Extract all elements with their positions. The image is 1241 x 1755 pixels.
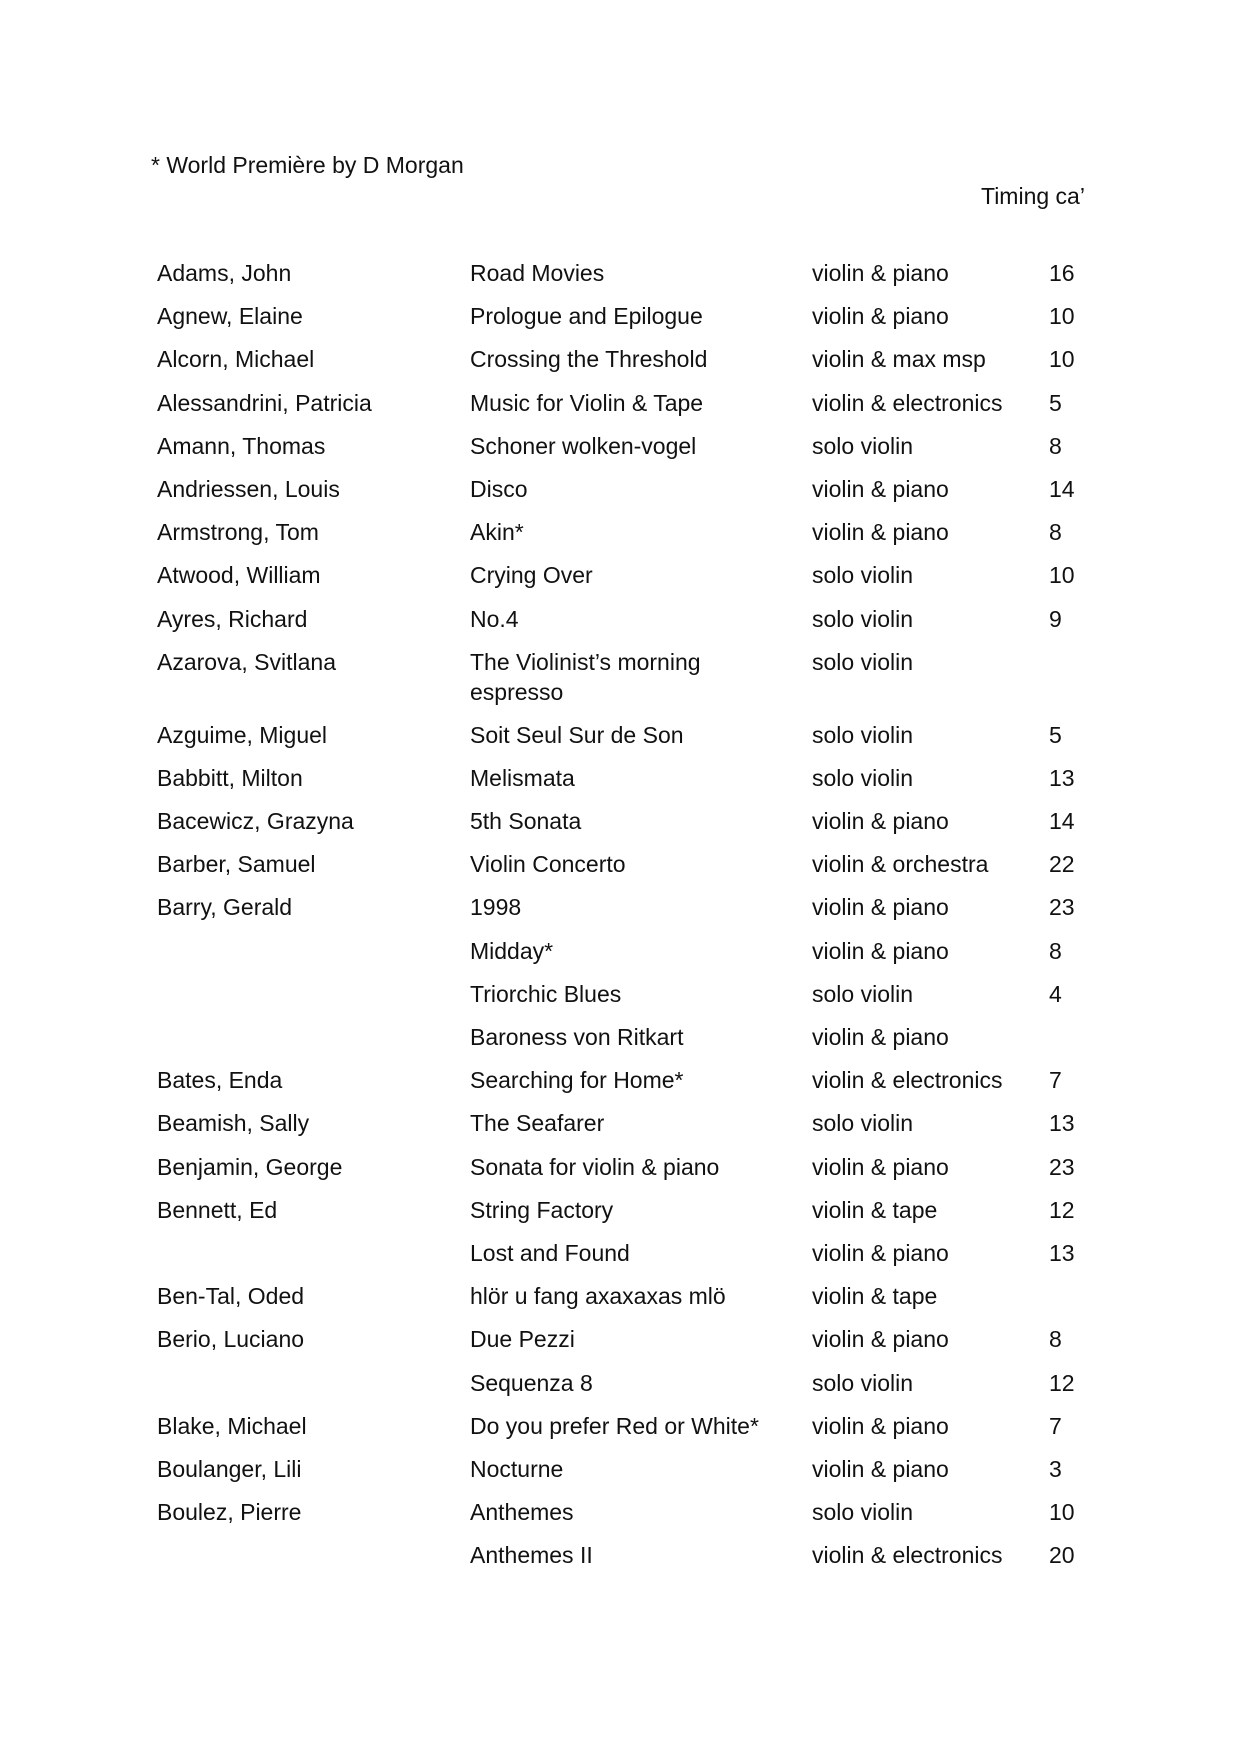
timing-cell: 8 <box>1049 1326 1062 1353</box>
timing-cell: 4 <box>1049 980 1062 1007</box>
title-cell: The Seafarer <box>470 1110 605 1137</box>
repertoire-row <box>0 1238 1241 1281</box>
title-cell: Disco <box>470 475 528 502</box>
instrumentation-cell: violin & piano <box>812 1239 949 1266</box>
title-cell: Crossing the Threshold <box>470 346 708 373</box>
composer-cell: Azarova, Svitlana <box>157 648 336 675</box>
composer-cell: Bates, Enda <box>157 1067 283 1094</box>
timing-cell: 9 <box>1049 605 1062 632</box>
title-cell: Soit Seul Sur de Son <box>470 721 684 748</box>
composer-cell: Ben-Tal, Oded <box>157 1283 305 1310</box>
world-premiere-note: * World Première by D Morgan <box>151 152 464 178</box>
timing-cell: 10 <box>1049 1499 1075 1526</box>
timing-cell: 10 <box>1049 303 1075 330</box>
timing-cell: 5 <box>1049 721 1062 748</box>
composer-cell: Andriessen, Louis <box>157 475 340 502</box>
timing-cell: 12 <box>1049 1196 1075 1223</box>
repertoire-row <box>0 1324 1241 1367</box>
title-cell: The Violinist’s morning espresso <box>470 648 701 705</box>
repertoire-row <box>0 1108 1241 1151</box>
repertoire-row <box>0 388 1241 431</box>
timing-cell: 14 <box>1049 808 1075 835</box>
composer-cell: Azguime, Miguel <box>157 721 328 748</box>
repertoire-row <box>0 604 1241 647</box>
repertoire-row <box>0 1454 1241 1497</box>
instrumentation-cell: solo violin <box>812 605 913 632</box>
instrumentation-cell: violin & electronics <box>812 1067 1003 1094</box>
instrumentation-cell: violin & piano <box>812 894 949 921</box>
timing-cell: 13 <box>1049 1110 1075 1137</box>
title-cell: Do you prefer Red or White* <box>470 1412 759 1439</box>
title-cell: Baroness von Ritkart <box>470 1024 684 1050</box>
title-cell: Triorchic Blues <box>470 980 622 1007</box>
instrumentation-cell: solo violin <box>812 1499 913 1526</box>
composer-cell: Babbitt, Milton <box>157 764 303 791</box>
repertoire-row <box>0 936 1241 979</box>
repertoire-row <box>0 979 1241 1022</box>
instrumentation-cell: solo violin <box>812 1369 913 1396</box>
title-cell: Melismata <box>470 764 575 791</box>
instrumentation-cell: solo violin <box>812 764 913 791</box>
instrumentation-cell: violin & piano <box>812 808 949 835</box>
timing-cell: 22 <box>1049 851 1075 878</box>
repertoire-row <box>0 1281 1241 1324</box>
title-cell: hlör u fang axaxaxas mlö <box>470 1283 726 1310</box>
composer-cell: Boulanger, Lili <box>157 1455 302 1482</box>
composer-cell: Barry, Gerald <box>157 894 293 921</box>
repertoire-row <box>0 720 1241 763</box>
repertoire-row <box>0 647 1241 720</box>
instrumentation-cell: solo violin <box>812 1110 913 1137</box>
composer-cell: Berio, Luciano <box>157 1326 305 1353</box>
instrumentation-cell: solo violin <box>812 432 913 459</box>
instrumentation-cell: violin & piano <box>812 303 949 330</box>
instrumentation-cell: violin & piano <box>812 1455 949 1482</box>
title-cell: Sonata for violin & piano <box>470 1153 720 1180</box>
instrumentation-cell: violin & electronics <box>812 1542 1003 1569</box>
instrumentation-cell: violin & piano <box>812 1024 949 1050</box>
repertoire-row <box>0 763 1241 806</box>
timing-cell: 13 <box>1049 764 1075 791</box>
title-cell: String Factory <box>470 1196 614 1223</box>
title-cell: Crying Over <box>470 562 593 589</box>
title-cell: No.4 <box>470 605 519 632</box>
title-cell: Prologue and Epilogue <box>470 303 703 330</box>
instrumentation-cell: violin & orchestra <box>812 851 989 878</box>
timing-cell: 8 <box>1049 519 1062 546</box>
composer-cell: Agnew, Elaine <box>157 303 303 330</box>
timing-cell: 16 <box>1049 260 1075 286</box>
timing-cell: 23 <box>1049 1153 1075 1180</box>
instrumentation-cell: violin & electronics <box>812 389 1003 416</box>
repertoire-row <box>0 1195 1241 1238</box>
composer-cell: Blake, Michael <box>157 1412 307 1439</box>
repertoire-row <box>0 344 1241 387</box>
title-cell: Violin Concerto <box>470 851 626 878</box>
timing-cell: 5 <box>1049 389 1062 416</box>
title-cell: Schoner wolken-vogel <box>470 432 697 459</box>
instrumentation-cell: violin & piano <box>812 260 949 286</box>
repertoire-list <box>0 258 1241 1583</box>
title-cell: Searching for Home* <box>470 1067 684 1094</box>
repertoire-row <box>0 431 1241 474</box>
repertoire-row <box>0 517 1241 560</box>
timing-cell: 7 <box>1049 1412 1062 1439</box>
timing-cell: 20 <box>1049 1542 1075 1569</box>
repertoire-row <box>0 1368 1241 1411</box>
title-cell: Road Movies <box>470 260 605 286</box>
timing-cell: 12 <box>1049 1369 1075 1396</box>
composer-cell: Benjamin, George <box>157 1153 343 1180</box>
composer-cell: Armstrong, Tom <box>157 519 319 546</box>
title-cell: Akin* <box>470 519 524 546</box>
instrumentation-cell: solo violin <box>812 980 913 1007</box>
repertoire-row <box>0 258 1241 301</box>
repertoire-row <box>0 1065 1241 1108</box>
title-cell: 5th Sonata <box>470 808 582 835</box>
timing-cell: 10 <box>1049 346 1075 373</box>
repertoire-row <box>0 1497 1241 1540</box>
instrumentation-cell: solo violin <box>812 721 913 748</box>
repertoire-row <box>0 474 1241 517</box>
instrumentation-cell: violin & piano <box>812 1153 949 1180</box>
composer-cell: Alcorn, Michael <box>157 346 315 373</box>
title-cell: Due Pezzi <box>470 1326 575 1353</box>
instrumentation-cell: violin & tape <box>812 1196 938 1223</box>
repertoire-row <box>0 1152 1241 1195</box>
title-cell: Music for Violin & Tape <box>470 389 704 416</box>
timing-cell: 8 <box>1049 432 1062 459</box>
composer-cell: Boulez, Pierre <box>157 1499 302 1526</box>
timing-cell: 3 <box>1049 1455 1062 1482</box>
timing-cell: 13 <box>1049 1239 1075 1266</box>
composer-cell: Atwood, William <box>157 562 321 589</box>
instrumentation-cell: solo violin <box>812 648 913 675</box>
repertoire-row <box>0 1022 1241 1065</box>
composer-cell: Bacewicz, Grazyna <box>157 808 354 835</box>
composer-cell: Beamish, Sally <box>157 1110 310 1137</box>
instrumentation-cell: violin & piano <box>812 519 949 546</box>
timing-column-header: Timing ca’ <box>981 183 1085 209</box>
composer-cell: Barber, Samuel <box>157 851 316 878</box>
instrumentation-cell: violin & piano <box>812 1412 949 1439</box>
title-cell: Lost and Found <box>470 1239 630 1266</box>
composer-cell: Bennett, Ed <box>157 1196 278 1223</box>
composer-cell: Alessandrini, Patricia <box>157 389 372 416</box>
timing-cell: 7 <box>1049 1067 1062 1094</box>
title-cell: Nocturne <box>470 1455 564 1482</box>
composer-cell: Amann, Thomas <box>157 432 326 459</box>
instrumentation-cell: violin & piano <box>812 475 949 502</box>
repertoire-row <box>0 892 1241 935</box>
composer-cell: Adams, John <box>157 260 292 286</box>
instrumentation-cell: violin & tape <box>812 1283 938 1310</box>
timing-cell: 8 <box>1049 937 1062 964</box>
instrumentation-cell: solo violin <box>812 562 913 589</box>
instrumentation-cell: violin & max msp <box>812 346 986 373</box>
timing-cell: 23 <box>1049 894 1075 921</box>
title-cell: Midday* <box>470 937 554 964</box>
title-cell: Anthemes II <box>470 1542 593 1569</box>
instrumentation-cell: violin & piano <box>812 937 949 964</box>
timing-cell: 14 <box>1049 475 1075 502</box>
repertoire-row <box>0 1540 1241 1583</box>
repertoire-row <box>0 849 1241 892</box>
repertoire-row <box>0 806 1241 849</box>
repertoire-row <box>0 1411 1241 1454</box>
instrumentation-cell: violin & piano <box>812 1326 949 1353</box>
title-cell: Sequenza 8 <box>470 1369 593 1396</box>
timing-cell: 10 <box>1049 562 1075 589</box>
repertoire-row <box>0 560 1241 603</box>
title-cell: Anthemes <box>470 1499 574 1526</box>
composer-cell: Ayres, Richard <box>157 605 308 632</box>
title-cell: 1998 <box>470 894 522 921</box>
repertoire-row <box>0 301 1241 344</box>
